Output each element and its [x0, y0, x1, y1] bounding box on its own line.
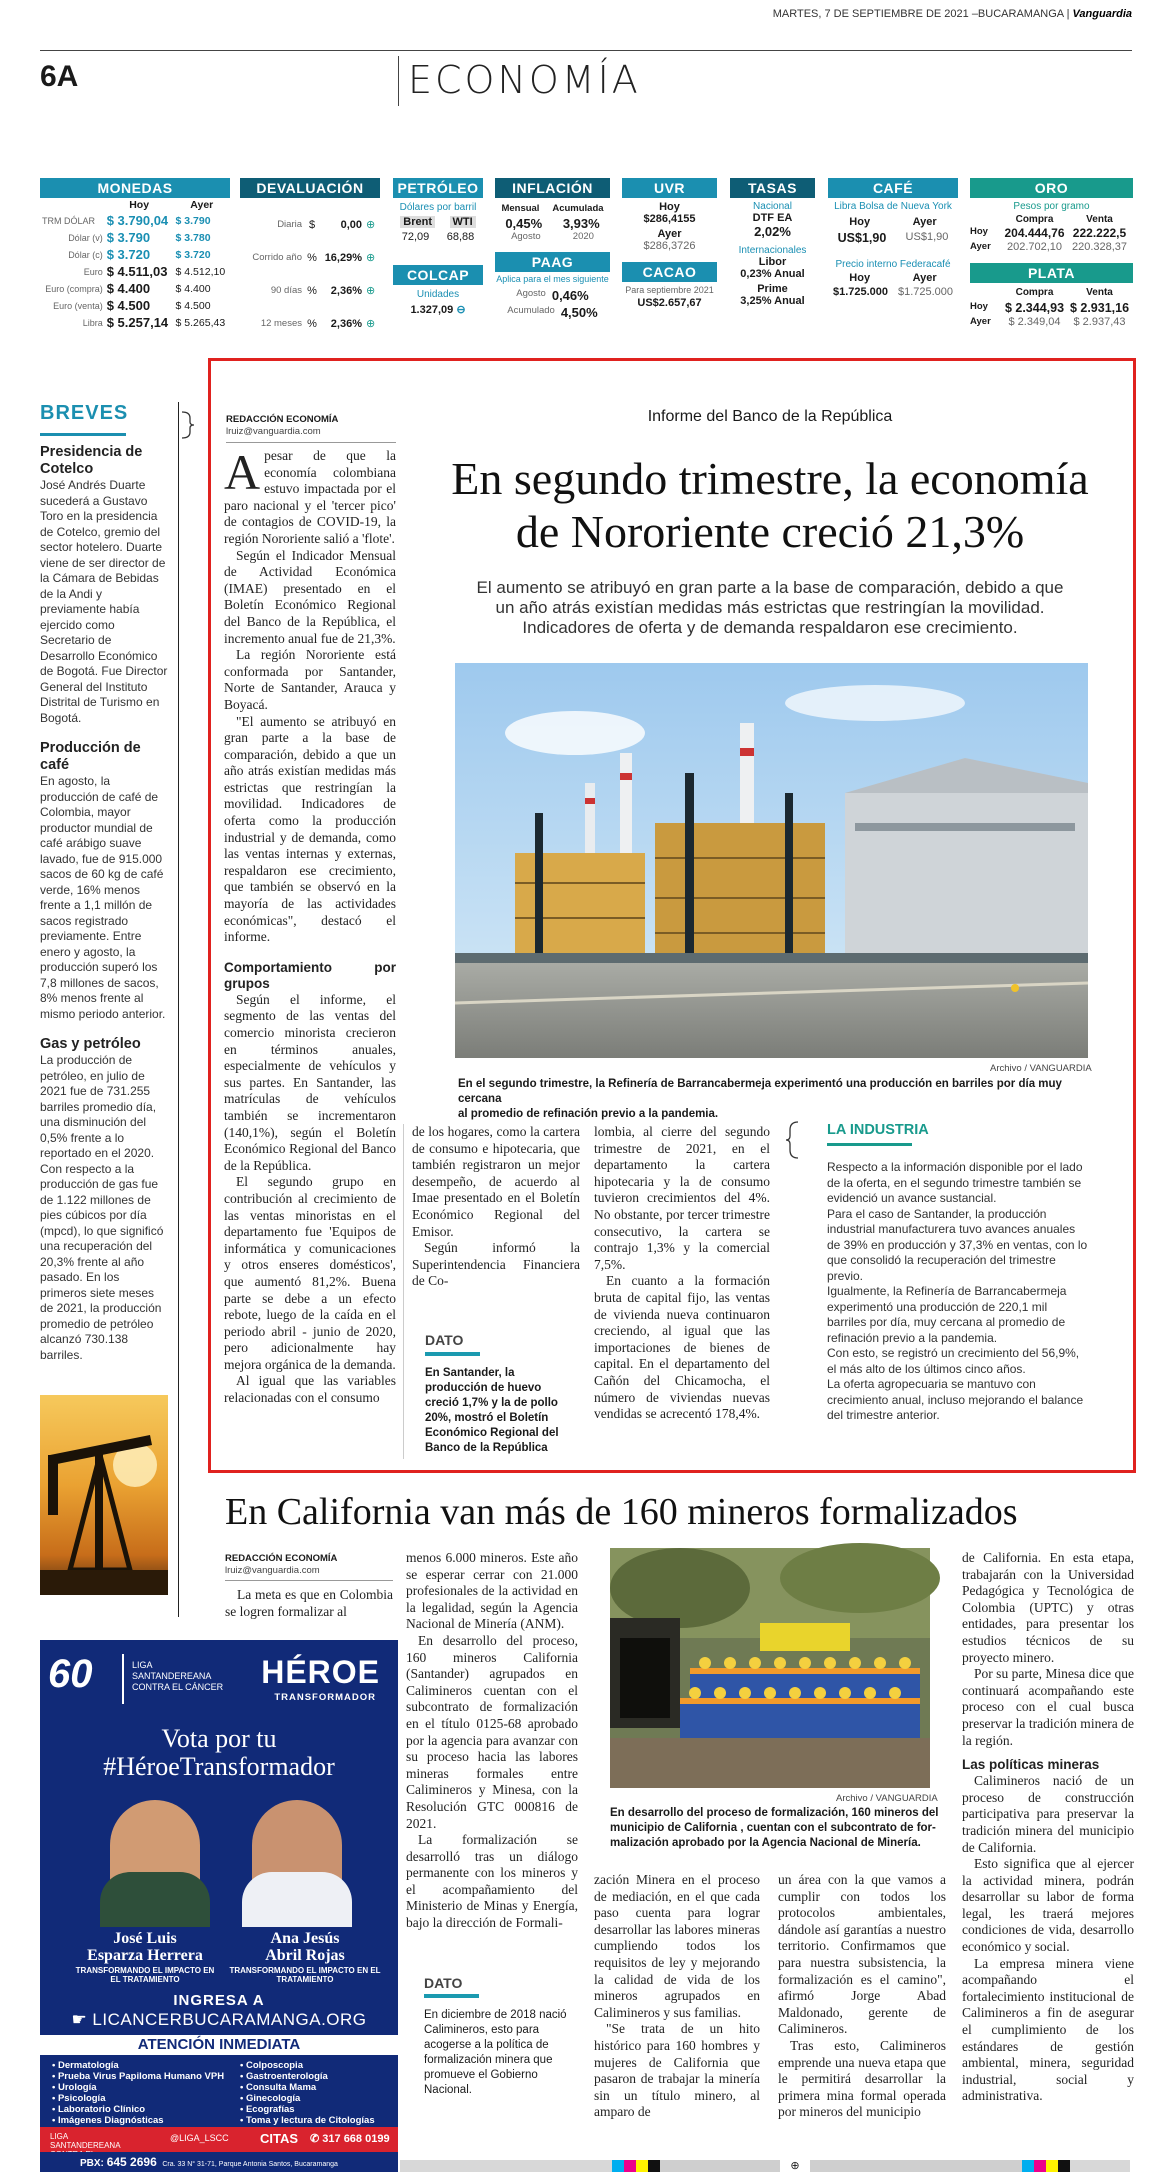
- breve-text: La producción de petróleo, en julio de 2021 fue de 731.255 barriles promedio día, una disminución del 0,5% frente a lo reportado en el 2020. Con respecto a la producción de gas fue de 1.122 millones de pies cúbicos por día (mpcd), lo que significó una recuperación del 20,3% frente al año pasado. En los primeros siete meses de 2021, la producción promedio de petróleo alcanzó 730.138 barriles.: [40, 1053, 164, 1362]
- ad-heroe: HÉROE: [261, 1654, 380, 1690]
- breves-divider: [178, 402, 179, 1617]
- moneda-row: Dólar (c) $ 3.720 $ 3.720: [68, 247, 211, 262]
- uvr-box: UVR Hoy $286,4155 Ayer $286,3726 CACAO Para septiembre 2021 US$2.657,67: [622, 178, 717, 309]
- drop-cap: A: [224, 444, 261, 500]
- ad-vote: Vota por tu #HéroeTransformador: [103, 1724, 335, 1781]
- section-title: ECONOMÍA: [408, 58, 641, 102]
- petroleo-box: PETRÓLEO Dólares por barril Brent WTI 72,09 68,88 COLCAP Unidades 1.327,09 ⊖: [393, 178, 483, 316]
- ad-bottom: PBX: 645 2696 Cra. 33 N° 31-71, Parque Antonia Santos, Bucaramanga: [40, 2152, 398, 2172]
- breve-head: Producción de café: [40, 740, 141, 773]
- ad-atencion: ATENCIÓN INMEDIATA: [40, 2035, 398, 2055]
- industria-title: LA INDUSTRIA: [827, 1122, 929, 1138]
- up-arrow-icon: ⊕: [366, 318, 376, 330]
- article-deck: El aumento se atribuyó en gran parte a la base de comparación, debido a que un año atrás existían medidas más estrictas que restringían la movilidad. Indicadores de oferta y de demanda respaldaron ese crecimiento.: [476, 578, 1064, 637]
- ad-years: 60: [48, 1652, 93, 1696]
- bracket-icon: [786, 1120, 802, 1160]
- ad-services-right: • Colposcopia • Gastroenterología • Consulta Mama • Ginecología • Ecografías • Toma y lectura de Citologías: [240, 2060, 375, 2126]
- article-headline: En segundo trimestre, la economía de Nororiente creció 21,3%: [451, 453, 1089, 557]
- breve-head: Presidencia de Cotelco: [40, 444, 143, 477]
- second-photo-credit: Archivo / VANGUARDIA: [836, 1793, 938, 1804]
- person-2-name: Ana Jesús Abril Rojas: [265, 1930, 345, 1964]
- devaluacion-title: DEVALUACIÓN: [240, 178, 380, 198]
- second-dato-text: En diciembre de 2018 nació Calimineros, esto para acogerse a la política de formalización minera que promueve el Gobierno Nacional.: [424, 2009, 567, 2096]
- photo-caption: En el segundo trimestre, la Refinería de Barrancabermeja experimentó una producción en barriles por día muy cercana al promedio de refinación previo a la pandemia.: [458, 1078, 1062, 1120]
- photo-credit: Archivo / VANGUARDIA: [990, 1063, 1092, 1074]
- tasas-box: TASAS Nacional DTF EA 2,02% Internacionales Libor 0,23% Anual Prime 3,25% Anual: [730, 178, 815, 307]
- ad-footer: LIGA SANTANDEREANA @LIGA_LSCC CITAS ✆ 317 668 0199: [40, 2127, 398, 2152]
- cafe-box: CAFÉ Libra Bolsa de Nueva York Hoy Ayer US$1,90 US$1,90 Precio interno Federacafé Hoy Ayer $1.725.000 $1.725.000: [828, 178, 958, 298]
- dato-bar: [425, 1352, 480, 1356]
- oil-pump-image: [40, 1395, 168, 1595]
- up-arrow-icon: ⊕: [366, 252, 376, 264]
- second-headline: En California van más de 160 mineros formalizados: [225, 1491, 1018, 1533]
- dato-title: DATO: [425, 1332, 464, 1348]
- moneda-row: Euro $ 4.511,03 $ 4.512,10: [83, 264, 226, 279]
- second-byline-email: lruiz@vanguardia.com: [225, 1565, 320, 1576]
- page-number: 6A: [40, 60, 79, 93]
- second-dato-title: DATO: [424, 1975, 463, 1991]
- second-byline: REDACCIÓN ECONOMÍA: [225, 1553, 338, 1564]
- cancer-league-ad[interactable]: 60 LIGA SANTANDEREANA CONTRA EL CÁNCER HÉROE TRANSFORMADOR Vota por tu #HéroeTransformador José Luis Esparza Herrera TRANSFORMANDO EL IMPACTO EN EL TRATAMIENTO Ana Jesús Abril Rojas TRANSFORMANDO EL IMPACTO EN EL TRATAMIENTO INGRESA A ☛ LICANCERBUCARAMANGA.ORG ATENCIÓN INMEDIATA • Dermatología • Prueba Virus Papiloma Humano VPH • Urología • Psicología • Laboratorio Clínico • Imágenes Diagnósticas • Colposcopia • Gastroenterología • Consulta Mama • Ginecología • Ecografías • Toma y lectura de Citologías LIGA SANTANDEREANA @LIGA_LSCC CITAS ✆ 317 668 0199: [40, 1640, 398, 2152]
- second-col-3: zación Minera en el proceso de mediación, en el que cada paso cuenta para lograr desarrollar las labores mineras cumpliendo todos los requisitos de ley y mejorando la calidad de vida de los mineros agrupados en Calimineros y sus familias. "Se trata de un hito histórico para 160 hombres y mujeres de California que pasaron de trabajar la minería sin un título minero, al amparo de: [594, 1872, 760, 2120]
- color-bar: [400, 2160, 1130, 2172]
- refinery-photo: [455, 663, 1088, 1058]
- inflacion-box: INFLACIÓN Mensual Acumulada 0,45% 3,93% Agosto 2020 PAAG Aplica para el mes siguiente Agosto 0,46% Acumulado 4,50%: [496, 180, 609, 320]
- breve-text: En agosto, la producción de café de Colombia, mayor productor mundial de café arábigo suave lavado, fue de 915.000 sacos de 60 kg de café verde, 16% menos frente a 1,1 millón de sacos registrado previamente. Entre enero y agosto, la producción superó los 7,8 millones de sacos, 8% menos frente al mismo periodo anterior.: [40, 774, 166, 1021]
- header-divider: [398, 56, 399, 106]
- dateline: MARTES, 7 DE SEPTIEMBRE DE 2021 –BUCARAMANGA | Vanguardia: [772, 8, 1132, 20]
- person-1-name: José Luis Esparza Herrera: [87, 1930, 203, 1964]
- moneda-row: Euro (venta) $ 4.500 $ 4.500: [53, 298, 211, 313]
- up-arrow-icon: ⊕: [366, 285, 376, 297]
- ad-phone: ✆ 317 668 0199: [310, 2133, 390, 2145]
- breve-text: José Andrés Duarte sucederá a Gustavo Toro en la presidencia de Cotelco, gremio del sector hotelero. Duarte viene de ser director de la Cámara de Bebidas de la Andi y previamente había ejercido como Secretario de Desarrollo Económico de Bogotá. Fue Director General del Instituto Distrital de Turismo en Bogotá.: [40, 478, 168, 725]
- breves-rule: [40, 433, 126, 436]
- dato-text: En Santander, la producción de huevo creció 1,7% y la de pollo 20%, mostró el Boletín Económico Regional del Banco de la República: [425, 1367, 559, 1454]
- second-col-1: La meta es que en Colombia se logren formalizar al: [225, 1587, 393, 1619]
- moneda-row: TRM DÓLAR $ 3.790,04 $ 3.790: [42, 213, 211, 228]
- moneda-row: Dólar (v) $ 3.790 $ 3.780: [68, 230, 211, 245]
- ad-url: ☛ LICANCERBUCARAMANGA.ORG: [71, 2010, 367, 2029]
- miners-photo: [610, 1548, 930, 1788]
- breves-column: [40, 402, 168, 1363]
- bracket-icon: [180, 410, 196, 440]
- moneda-row: Libra $ 5.257,14 $ 5.265,43: [82, 315, 226, 330]
- second-col-2: menos 6.000 mineros. Este año se esperar cerrar con 21.000 profesionales de la actividad en la legalidad, según la Agencia Nacional de Minería (ANM). En desarrollo del proceso, 160 mineros California (Santander) agrupados en Calimineros cuentan con el subcontrato de formalización en el título 0125-68 aprobado por la agencia para avanzar con su proceso hacia las labores mineras formales entre Calimineros y Minesa, con la Resolución GTC 000816 de 2021. La formalización se desarrolló tras un diálogo permanente con los mineros y el acompañamiento del Ministerio de Minas y Energía, bajo la dirección de Formali-: [406, 1550, 578, 1931]
- article-kicker: Informe del Banco de la República: [647, 408, 893, 425]
- ad-league-name: LIGA SANTANDEREANA CONTRA EL CÁNCER: [132, 1660, 224, 1692]
- breves-title: BREVES: [40, 402, 129, 424]
- byline-email: lruiz@vanguardia.com: [226, 426, 321, 437]
- up-arrow-icon: ⊕: [366, 219, 376, 231]
- article-col-3: lombia, al cierre del segundo trimestre de 2021, en el departamento la cartera hipotecaria y la de consumo tuvieron crecimientos del 4%. No obstante, por tercer trimestre consecutivo, la cartera se contrajo 1,3% y la comercial 7,5%. En cuanto a la formación bruta de capital fijo, las ventas de vivienda nueva continuaron creciendo, al igual que las importaciones de bienes de capital. En el departamento del Cañón del Chicamocha, el número de viviendas nuevas vendidas se acrecentó 178,4%.: [594, 1124, 770, 1422]
- monedas-box: MONEDAS Hoy Ayer TRM DÓLAR $ 3.790,04 $ 3.790 Dólar (v) $ 3.790 $ 3.780 Dólar (c) $ 3.720 $ 3.720 Euro $ 4.511,03 $ 4.512,10 Euro (compra) $ 4.400 $ 4.400 Euro (venta) $ 4.500 $ 4.500 Libra $ 5.257,14 $ 5.265,43: [40, 178, 230, 331]
- industria-text: Respecto a la información disponible por el lado de la oferta, en el segundo trimestre también se evidenció un avance sustancial. Para el caso de Santander, la producción industrial manufacturera tuvo avances anuales de 39% en producción y 37,3% en ventas, con lo que consolidó la recuperación del trimestre previo. Igualmente, la Refinería de Barrancabermeja experimentó una producción de 220,1 mil barriles por día, muy cercana al promedio de refinación previo a la pandemia. Con esto, se registró un crecimiento del 56,9%, el más alto de los últimos cinco años. La oferta agropecuaria se mantuvo con crecimiento anual, incluso mejorando el balance del trimestre anterior.: [827, 1160, 1088, 1422]
- second-photo-caption: En desarrollo del proceso de formalización, 160 mineros del municipio de California , cuentan con el subcontrato de for- malización aprobado por la Agencia Nacional de Minería.: [610, 1807, 939, 1849]
- devaluacion-box: DEVALUACIÓN Diaria $ 0,00 ⊕ Corrido año % 16,29% ⊕ 90 días % 2,36% ⊕ 12 meses % 2,36% ⊕: [240, 178, 380, 340]
- pointer-icon: ☛: [71, 2010, 93, 2029]
- header-rule: [40, 50, 1132, 51]
- breve-head: Gas y petróleo: [40, 1036, 141, 1052]
- moneda-row: Euro (compra) $ 4.400 $ 4.400: [45, 281, 211, 296]
- article-col-2: de los hogares, como la cartera de consumo e hipotecaria, que también registraron un mejor desempeño, de acuerdo al Imae presentado en el Boletín Económico Regional del Emisor. Según informó la Superintendencia Financiera de Co-: [412, 1124, 580, 1289]
- byline: REDACCIÓN ECONOMÍA: [226, 414, 339, 425]
- monedas-title: MONEDAS: [40, 178, 230, 198]
- second-col-4: un área con la que vamos a cumplir con todos los protocolos ambientales, dándole así garantías a nuestro territorio. Confirmamos que para nuestra subsistencia, la formalización es el camino", afirmó Jorge Abad Maldonado, gerente de Calimineros. Tras esto, Calimineros emprende una nueva etapa que le permitirá desarrollar la primera mina formal operada por mineros del municipio: [778, 1872, 946, 2120]
- article-subhead: Comportamiento por grupos: [224, 959, 396, 991]
- oro-box: ORO Pesos por gramo Compra Venta Hoy 204.444,76 222.222,5 Ayer 202.702,10 220.328,37 PLATA Compra Venta Hoy $ 2.344,93 $ 2.931,16 Ayer $ 2.349,04 $ 2.937,43: [970, 178, 1133, 328]
- second-subhead: Las políticas mineras: [962, 1757, 1100, 1773]
- phone-icon: ✆: [310, 2133, 320, 2145]
- registration-mark-icon: ⊕: [790, 2160, 800, 2172]
- ad-services-left: • Dermatología • Prueba Virus Papiloma Humano VPH • Urología • Psicología • Laboratorio Clínico • Imágenes Diagnósticas: [52, 2060, 225, 2126]
- brand-logo: Vanguardia: [1072, 8, 1132, 20]
- article-col-1: Apesar de que la economía colombiana estuvo impactada por el paro nacional y el 'tercer pico' de contagios de COVID-19, la región Nororiente salió a 'flote'. Según el Indicador Mensual de Actividad Económica (IMAE) presentado en el Boletín Económico Regional del Banco de la República, el incremento anual fue de 21,3%. La región Nororiente está conformada por Santander, Norte de Santander, Arauca y Boyacá. "El aumento se atribuyó en gran parte a la base de comparación, debido a que un año atrás existían medidas más estrictas que restringían la movilidad. Indicadores de oferta como la producción industrial y de demanda, como las ventas internas y externas, respaldaron ese crecimiento, que también se observó en la mayoría de las actividades económicas", destacó el informe. Comportamiento por grupos Según el informe, el segmento de las ventas del comercio minorista crecieron en términos anuales, especialmente de vehículos y sus partes. En Santander, las matrículas de vehículos también se incrementaron (140,1%), según el Boletín Económico Regional del Banco de la República. El segundo grupo en contribución al crecimiento de las ventas minoristas en el departamento fue 'Equipos de informática y comunicaciones y otros enseres domésticos', que aumentó 81,2%. Buena parte se debe a un efecto rebote, luego de la caída en el periodo abril - junio de 2020, pero adicionalmente hay mejora orgánica de la demanda. Al igual que las variables relacionadas con el consumo: [224, 444, 396, 1406]
- second-col-5: de California. En esta etapa, trabajarán con la Universidad Pedagógica y Tecnológica de Colombia (UPTC) y otras entidades, para presentar los estudios técnicos de su proyecto minero. Por su parte, Minesa dice que continuará acompañando este proceso con el cual busca preservar la tradición minera de la región. Las políticas mineras Calimineros nació de un proceso de construcción participativa para preservar la tradición minera del municipio de California. Esto significa que al ejercer la actividad minera, podrán desarrollar su labor de forma legal, les traerá mejores condiciones de vida, desarrollo económico y social. La empresa minera viene acompañando el fortalecimiento institucional de Calimineros a fin de asegurar el cumplimiento de los estándares de gestión ambiental, minera, seguridad industrial, social y administrativa.: [962, 1550, 1134, 2104]
- down-arrow-icon: ⊖: [456, 304, 466, 316]
